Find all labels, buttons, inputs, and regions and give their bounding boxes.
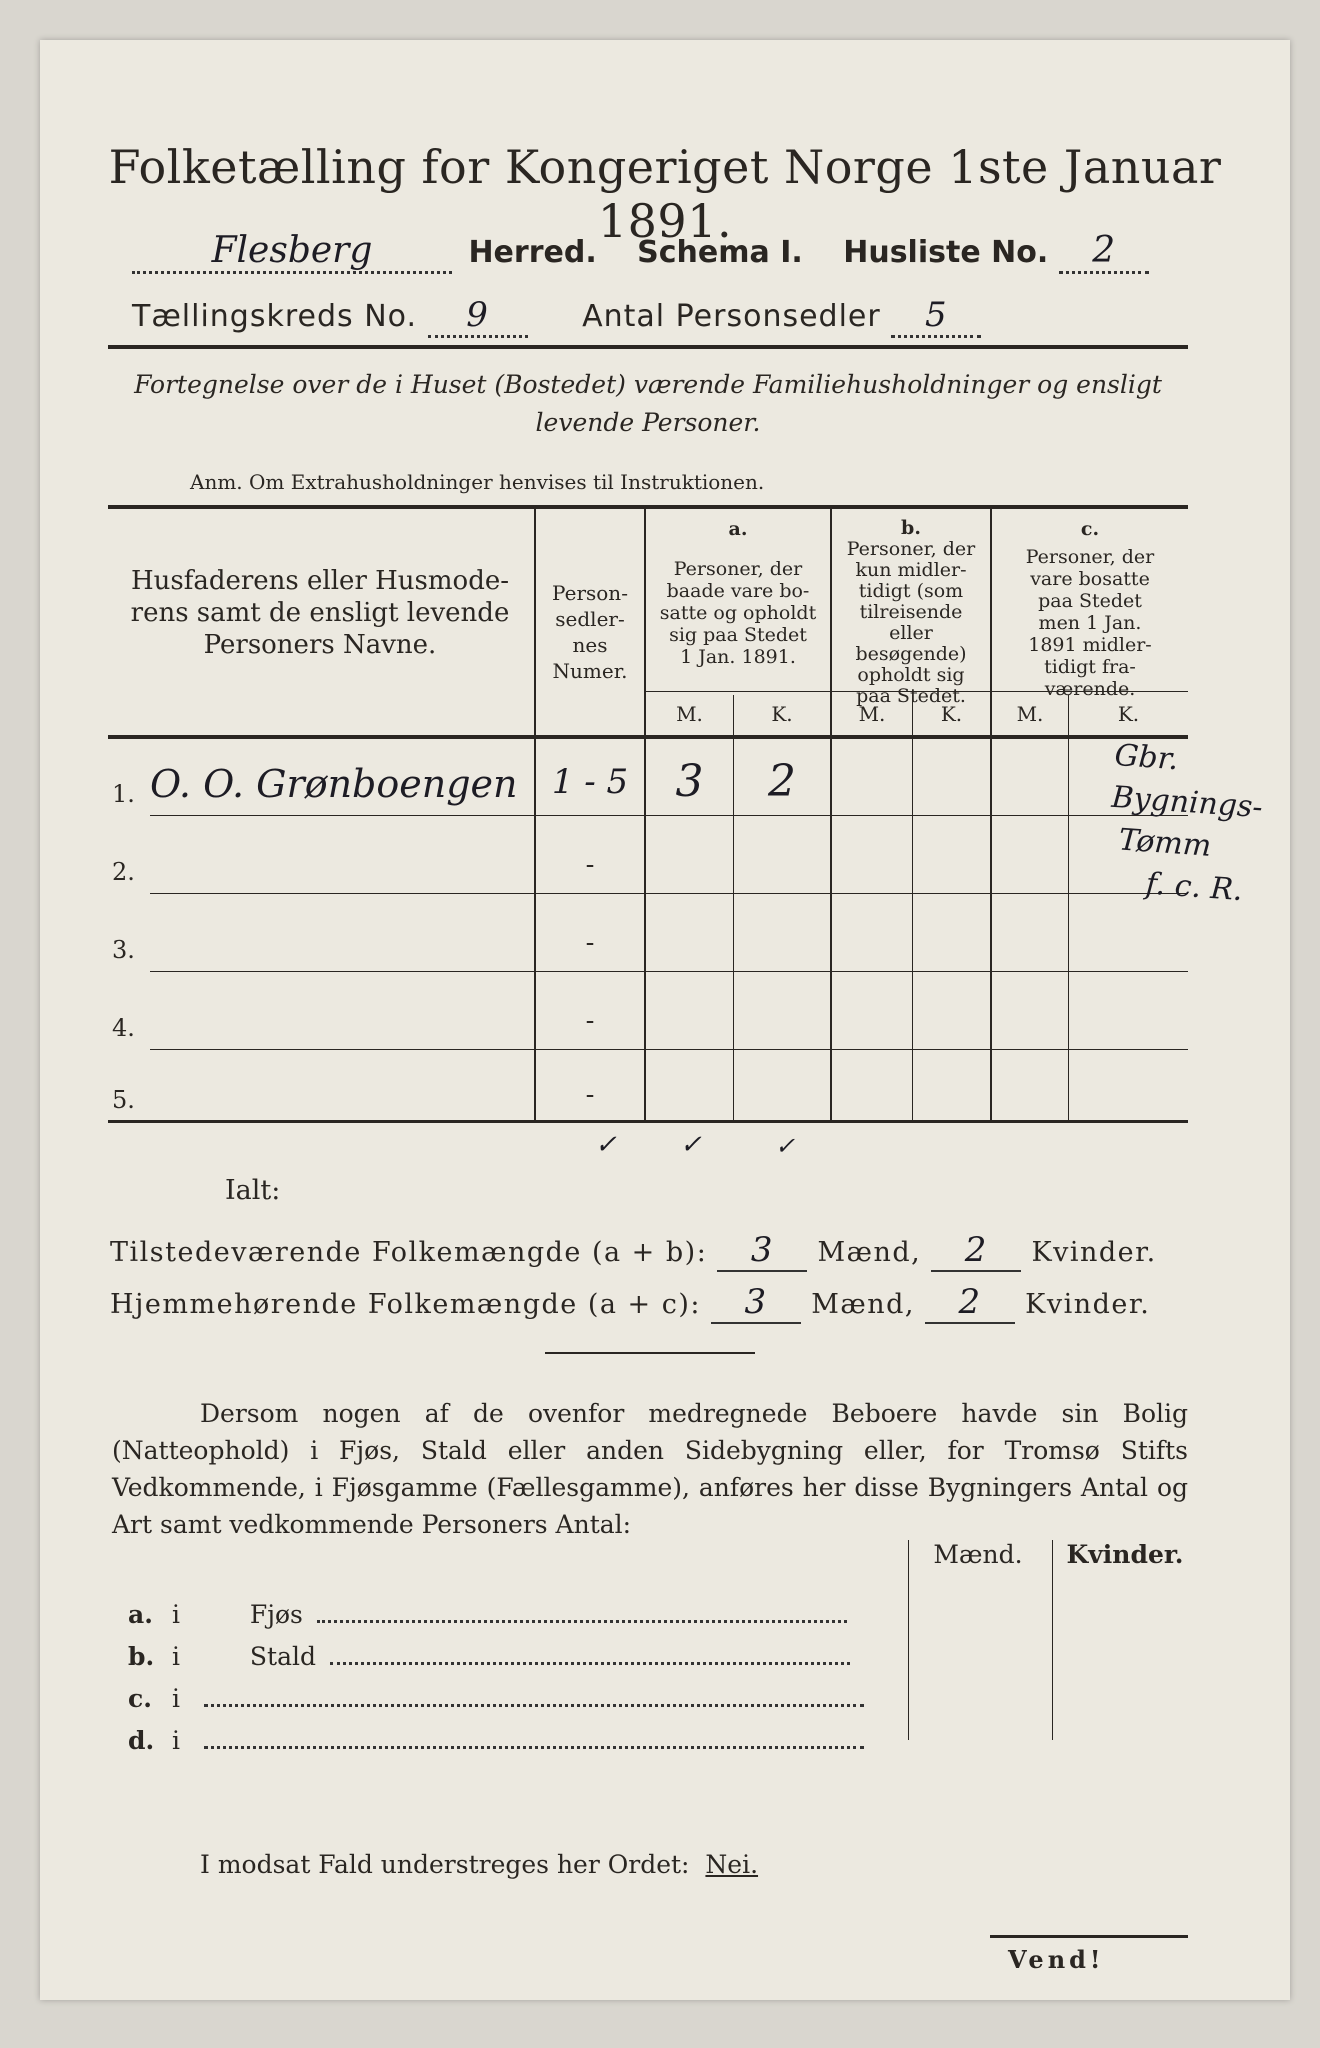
total-resident-label: Hjemmehørende Folkemængde (a + c): [110, 1289, 701, 1320]
total-line-present: Tilstedeværende Folkemængde (a + b): 3 Mænd, 2 Kvinder. [110, 1230, 1157, 1270]
header-col-a: a. Personer, der baade vare bo- satte og opholdt sig paa Stedet 1 Jan. 1891. [659, 518, 817, 668]
mk-divider [912, 695, 913, 1121]
total-resident-m: 3 [744, 1282, 768, 1322]
modsat-line: I modsat Fald understreges her Ordet: Nei. [200, 1850, 759, 1879]
antal-label: Antal Personsedler [582, 299, 881, 334]
check-mark: ✓ [680, 1130, 702, 1160]
sub-k: K. [771, 702, 793, 726]
census-form-page [40, 40, 1290, 2000]
section-divider [545, 1352, 755, 1354]
personsedler-numer: - [585, 1080, 595, 1110]
intro-line1: Fortegnelse over de i Huset (Bostedet) værende Familiehusholdninger og ensligt [134, 370, 1162, 399]
total-present-m: 3 [750, 1230, 774, 1270]
household-name: O. O. Grønboengen [150, 762, 518, 806]
buildings-col-maend: Mænd. [933, 1540, 1023, 1569]
schema-label: Schema I. [637, 235, 803, 270]
sub-m: M. [858, 702, 886, 726]
ialt-label: Ialt: [225, 1175, 281, 1206]
nei-word: Nei. [705, 1850, 759, 1879]
check-mark: ✓ [595, 1130, 617, 1160]
kreds-label: Tællingskreds No. [132, 299, 417, 334]
building-row-c: c. i [128, 1684, 908, 1713]
row-rule [150, 893, 1188, 894]
vend-label: Vend! [1008, 1945, 1105, 1974]
row-rule [150, 1049, 1188, 1050]
personsedler-numer: 1 - 5 [551, 762, 629, 802]
row-number: 1. [112, 780, 135, 808]
husliste-value: 2 [1092, 230, 1116, 271]
row-number: 5. [112, 1086, 135, 1114]
personsedler-numer: - [585, 1006, 595, 1036]
row-rule [150, 971, 1188, 972]
building-row-fjos: a. i Fjøs [128, 1600, 908, 1629]
buildings-divider [908, 1540, 909, 1740]
kreds-line [132, 295, 1232, 338]
personsedler-numer: - [585, 850, 595, 880]
sub-k: K. [1117, 702, 1140, 726]
form-title: Folketælling for Kongeriget Norge 1ste Januar 1891. [108, 140, 1222, 248]
vend-rule [990, 1935, 1188, 1938]
header-names: Husfaderens eller Husmode- rens samt de ensligt levende Personers Navne. [130, 566, 510, 660]
row-number: 2. [112, 858, 135, 886]
total-present-k: 2 [964, 1230, 988, 1270]
total-present-label: Tilstedeværende Folkemængde (a + b): [110, 1237, 708, 1268]
table-bottom-rule [108, 1120, 1188, 1123]
margin-note: Gbr. Bygnings- Tømm f. c. R. [1110, 737, 1264, 909]
personsedler-numer: - [585, 928, 595, 958]
total-resident-k: 2 [958, 1282, 982, 1322]
herred-label: Herred. [468, 235, 597, 270]
anm-note: Anm. Om Extrahusholdninger henvises til Instruktionen. [190, 470, 765, 494]
header-rule [108, 345, 1188, 349]
intro-line2: levende Personer. [535, 408, 761, 437]
building-row-d: d. i [128, 1726, 908, 1755]
row-number: 4. [112, 1014, 135, 1042]
total-line-resident: Hjemmehørende Folkemængde (a + c): 3 Mænd, 2 Kvinder. [110, 1282, 1151, 1322]
kreds-value: 9 [466, 295, 489, 335]
sub-m: M. [1016, 702, 1044, 726]
header-col-b: b. Personer, der kun midler- tidigt (som tilreisende eller besøgende) opholdt sig paa Stedet. [846, 517, 976, 707]
table-top-rule [108, 505, 1188, 509]
sub-m: M. [676, 702, 703, 726]
table-header-rule [108, 735, 1188, 739]
check-mark: ✓ [775, 1132, 796, 1160]
buildings-divider [1052, 1540, 1053, 1740]
sub-k: K. [940, 702, 963, 726]
count-a-m: 3 [675, 756, 704, 807]
antal-value: 5 [924, 295, 948, 335]
header-numer: Person- sedler- nes Numer. [552, 581, 628, 683]
row-rule [150, 815, 1188, 816]
herred-line [132, 230, 1232, 274]
row-number: 3. [112, 936, 135, 964]
husliste-label: Husliste No. [843, 235, 1049, 270]
building-row-stald: b. i Stald [128, 1642, 908, 1671]
herred-value: Flesberg [211, 230, 373, 271]
header-col-c: c. Personer, der vare bosatte paa Stedet men 1 Jan. 1891 midler- tidigt fra- værende. [1025, 518, 1155, 700]
buildings-paragraph: Dersom nogen af de ovenfor medregnede Beboere havde sin Bolig (Natteophold) i Fjøs, Stald eller anden Sidebygning eller, for Tromsø Stifts Vedkommende, i Fjøsgamme (Fællesgamme), anføres her disse Bygningers Antal og Art samt vedkommende Personers Antal: [112, 1399, 1188, 1539]
buildings-col-kvinder: Kvinder. [1066, 1540, 1184, 1569]
mk-divider [1068, 695, 1069, 1121]
count-a-k: 2 [768, 756, 796, 807]
